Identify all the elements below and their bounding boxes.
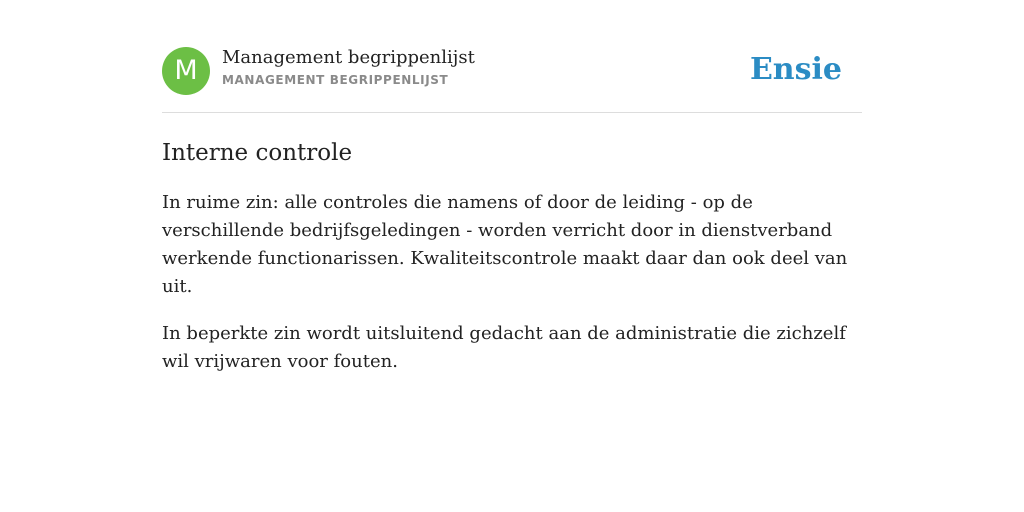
definition-paragraph: In beperkte zin wordt uitsluitend gedacht aan de administratie die zichzelf wil vrijwaren voor fouten. <box>162 323 846 372</box>
ensie-logo-link[interactable]: Ensie <box>749 52 842 87</box>
definition-paragraph: In ruime zin: alle controles die namens of door de leiding - op de verschillende bedrijfsgeledingen - worden verricht door in dienstverband werkende functionarissen. Kwaliteitscontrole maakt daar dan ook deel van uit. <box>162 192 848 297</box>
site-title-block <box>222 46 475 88</box>
site-subtitle: MANAGEMENT BEGRIPPENLIJST <box>222 73 449 87</box>
definition <box>162 189 862 376</box>
page-container <box>162 0 862 376</box>
term-title: Interne controle <box>162 140 353 166</box>
site-title[interactable]: Management begrippenlijst <box>222 47 475 68</box>
avatar[interactable]: M <box>162 47 210 95</box>
header <box>162 0 862 113</box>
